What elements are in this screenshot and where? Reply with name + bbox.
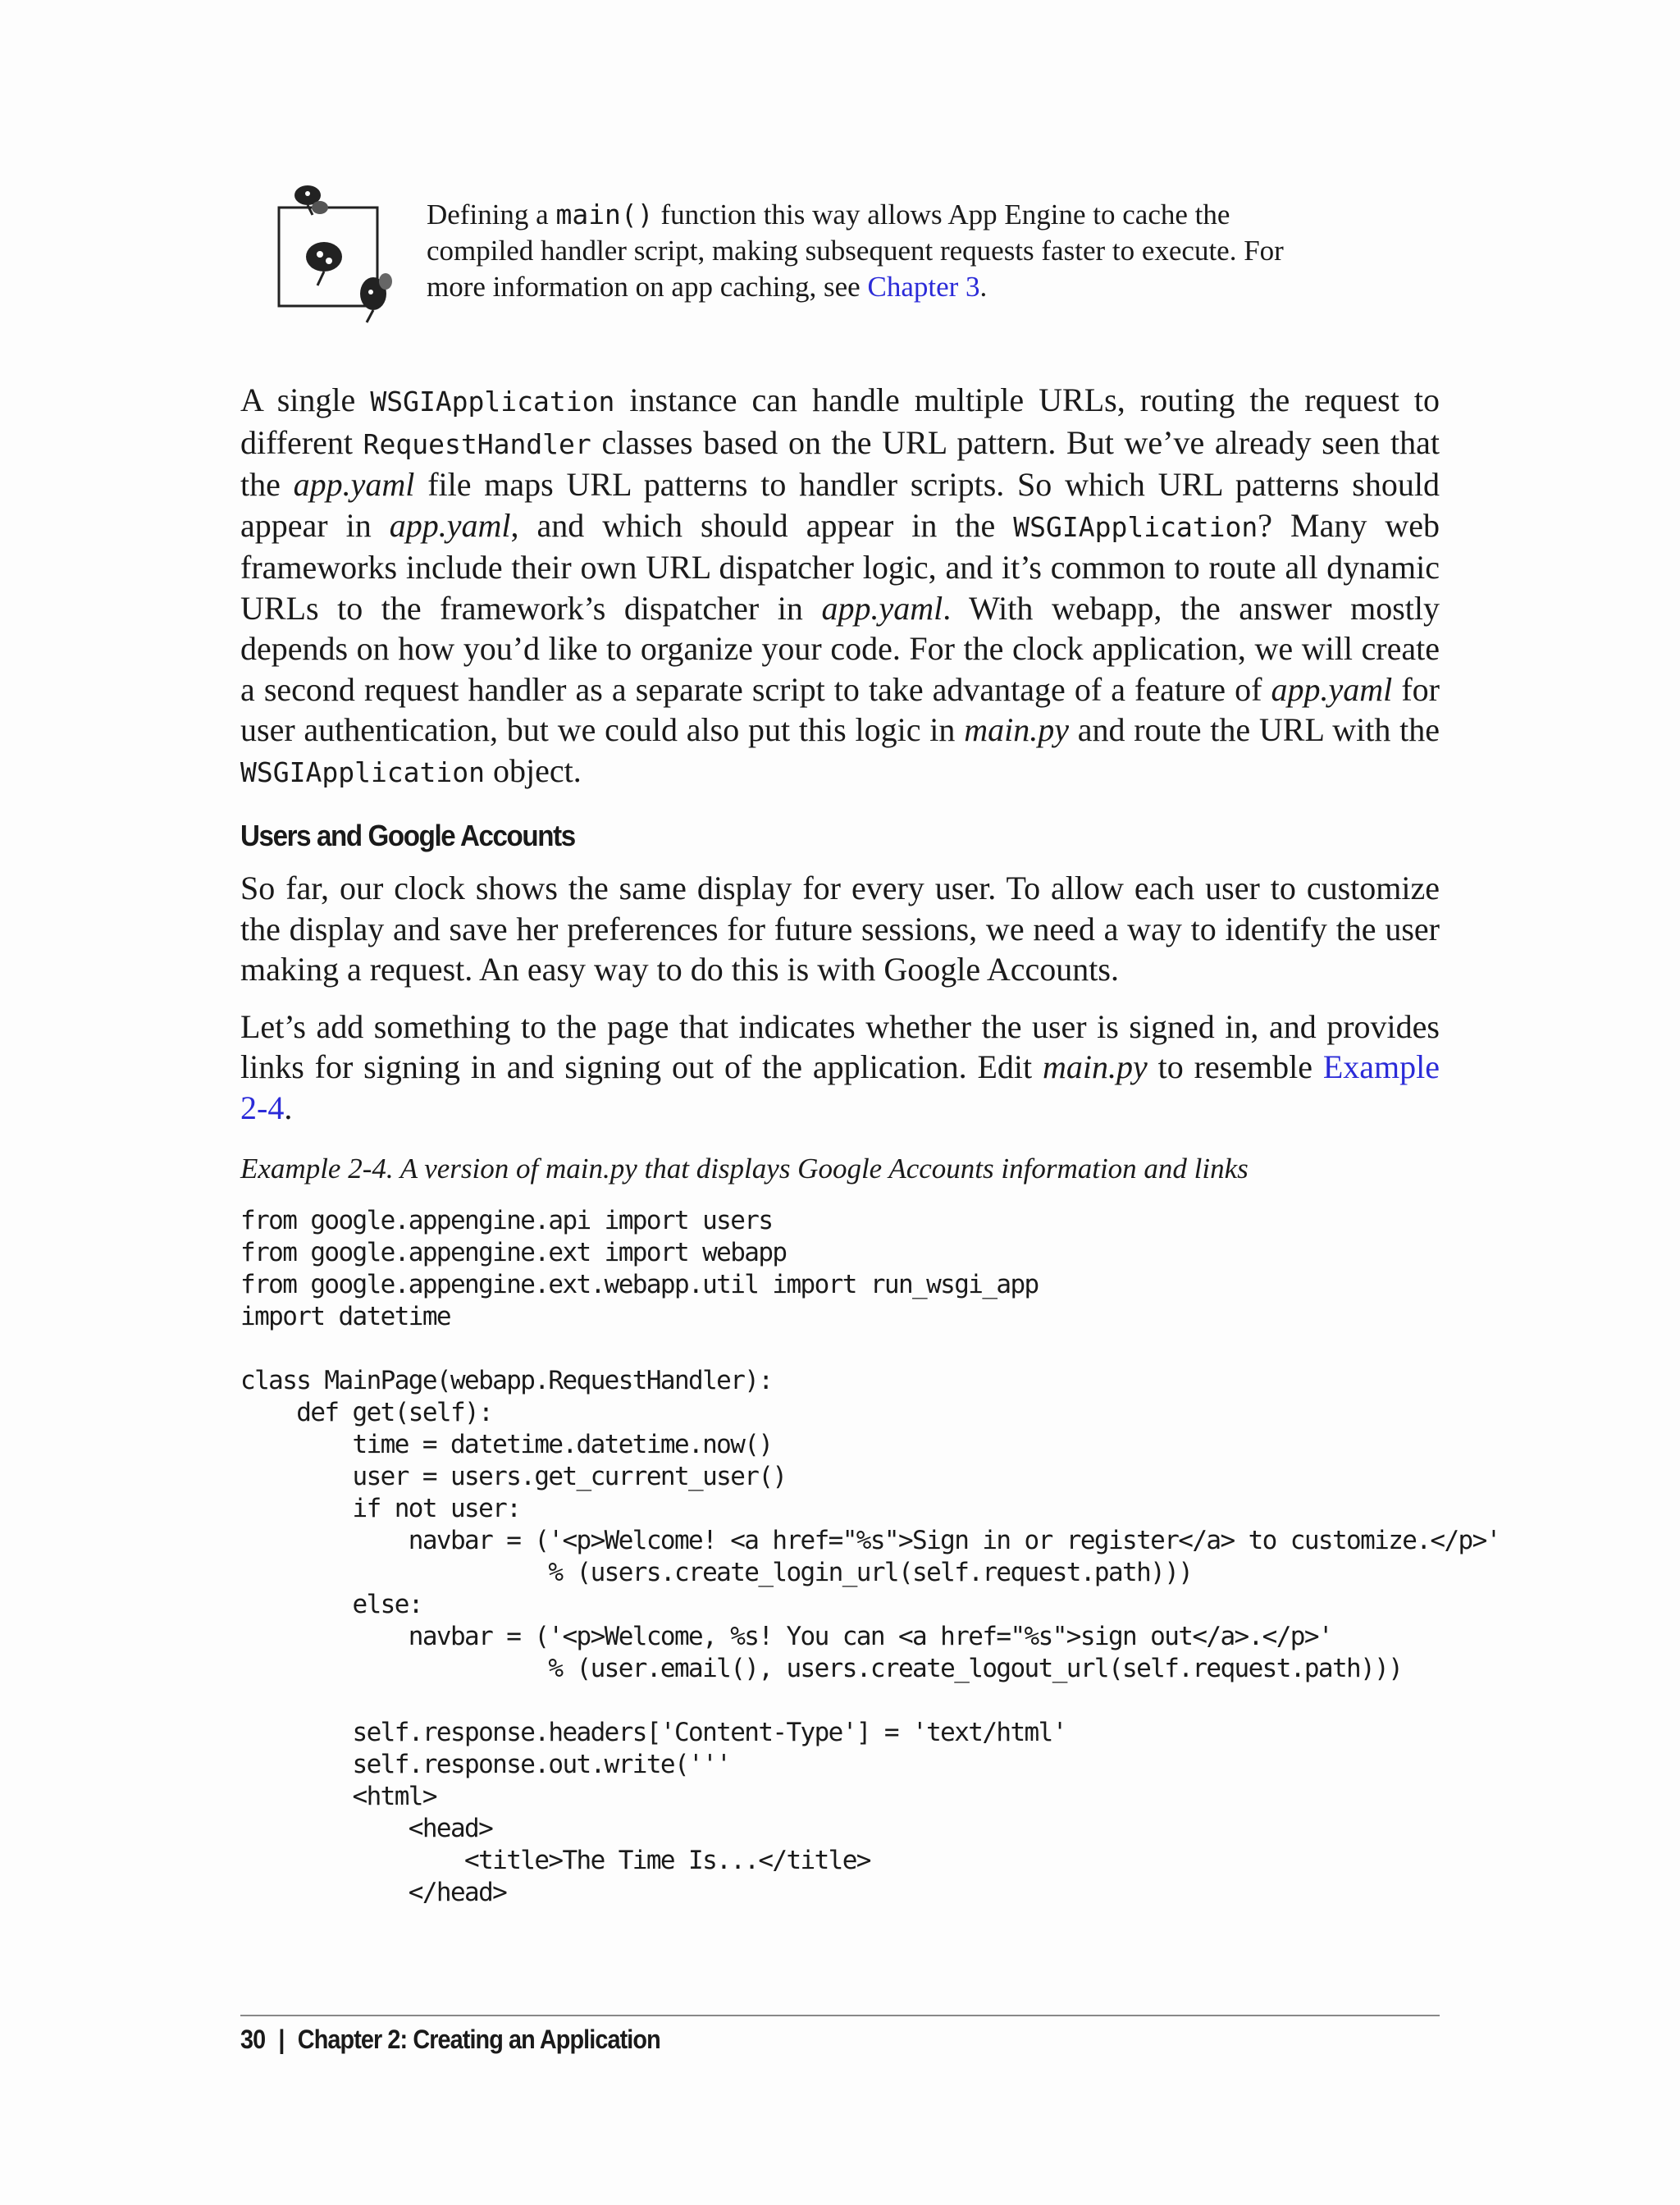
inline-code: RequestHandler [363,427,591,460]
section-heading: Users and Google Accounts [240,819,575,852]
page-number: 30 [240,2025,266,2054]
chapter-3-link[interactable]: Chapter 3 [867,271,980,303]
code-listing: from google.appengine.api import users from google.appengine.ext import webapp from google.appengine.ext.webapp.util import run_wsgi_app import datetime class MainPage(webapp.RequestHandler): def get(self): time = datetime.datetime.now() user = users.get_current_user() if not user: navbar = ('<p>Welcome! <a href="%s">Sign in or register</a> to customize.</p>' % (users.create_login_url(self.request.path))) else: navbar = ('<p>Welcome, %s! You can <a href="%s">sign out</a>.</p>' % (user.email(), users.create_logout_url(self.request.path))) self.response.headers['Content-Type'] = 'text/html' self.response.out.write(''' <html> <head> <title>The Time Is...</title> </head> [240,1206,1500,1907]
tip-text-part: function this way allows App Engine to cache the compiled handler script, making subsequent requests faster to execute. For more information on app caching, see [427,199,1284,303]
footer-chapter-title: Chapter 2: Creating an Application [297,2025,660,2054]
main-content [240,380,1500,1909]
tip-note [283,197,1292,305]
footer-divider [240,2015,1440,2016]
paragraph-wsgi: A single WSGIApplication instance can handle multiple URLs, routing the request to different RequestHandler classes based on the URL pattern. But we’ve already seen that the app.yaml file maps URL patterns to handler scripts. So which URL patterns should appear in app.yaml, and which should appear in the WSGIApplication? Many web frameworks include their own URL dispatcher logic, and it’s common to route all dynamic URLs to the framework’s dispatcher in app.yaml. With webapp, the answer mostly depends on how you’d like to organize your code. For the clock application, we will create a second request handler as a separate script to take advantage of a feature of app.yaml for user authentication, but we could also put this logic in main.py and route the URL with the WSGIApplication object. [240,381,1440,789]
footer-separator: | [278,2025,285,2054]
tip-text [427,197,1292,305]
tip-inline-code: main() [555,199,654,231]
paragraph-add-signin: Let’s add something to the page that indicates whether the user is signed in, and provides links for signing in and signing out of the application. Edit main.py to resemble Example 2-4. [240,1007,1440,1126]
ginkgo-leaf-tip-icon [275,179,398,326]
page-footer [240,2025,660,2055]
inline-code: WSGIApplication [1013,510,1258,543]
tip-text-part: . [979,271,988,303]
tip-text-part: Defining a [427,199,556,231]
example-2-4-link[interactable]: Example 2-4 [240,1048,1440,1126]
inline-code: WSGIApplication [370,386,615,418]
paragraph-users: So far, our clock shows the same display for every user. To allow each user to customize the display and save her preferences for future sessions, we need a way to identify the user making a request. An easy way to do this is with Google Accounts. [240,870,1440,988]
example-caption: Example 2-4. A version of main.py that displays Google Accounts information and links [240,1153,1249,1185]
inline-code: WSGIApplication [240,756,486,788]
